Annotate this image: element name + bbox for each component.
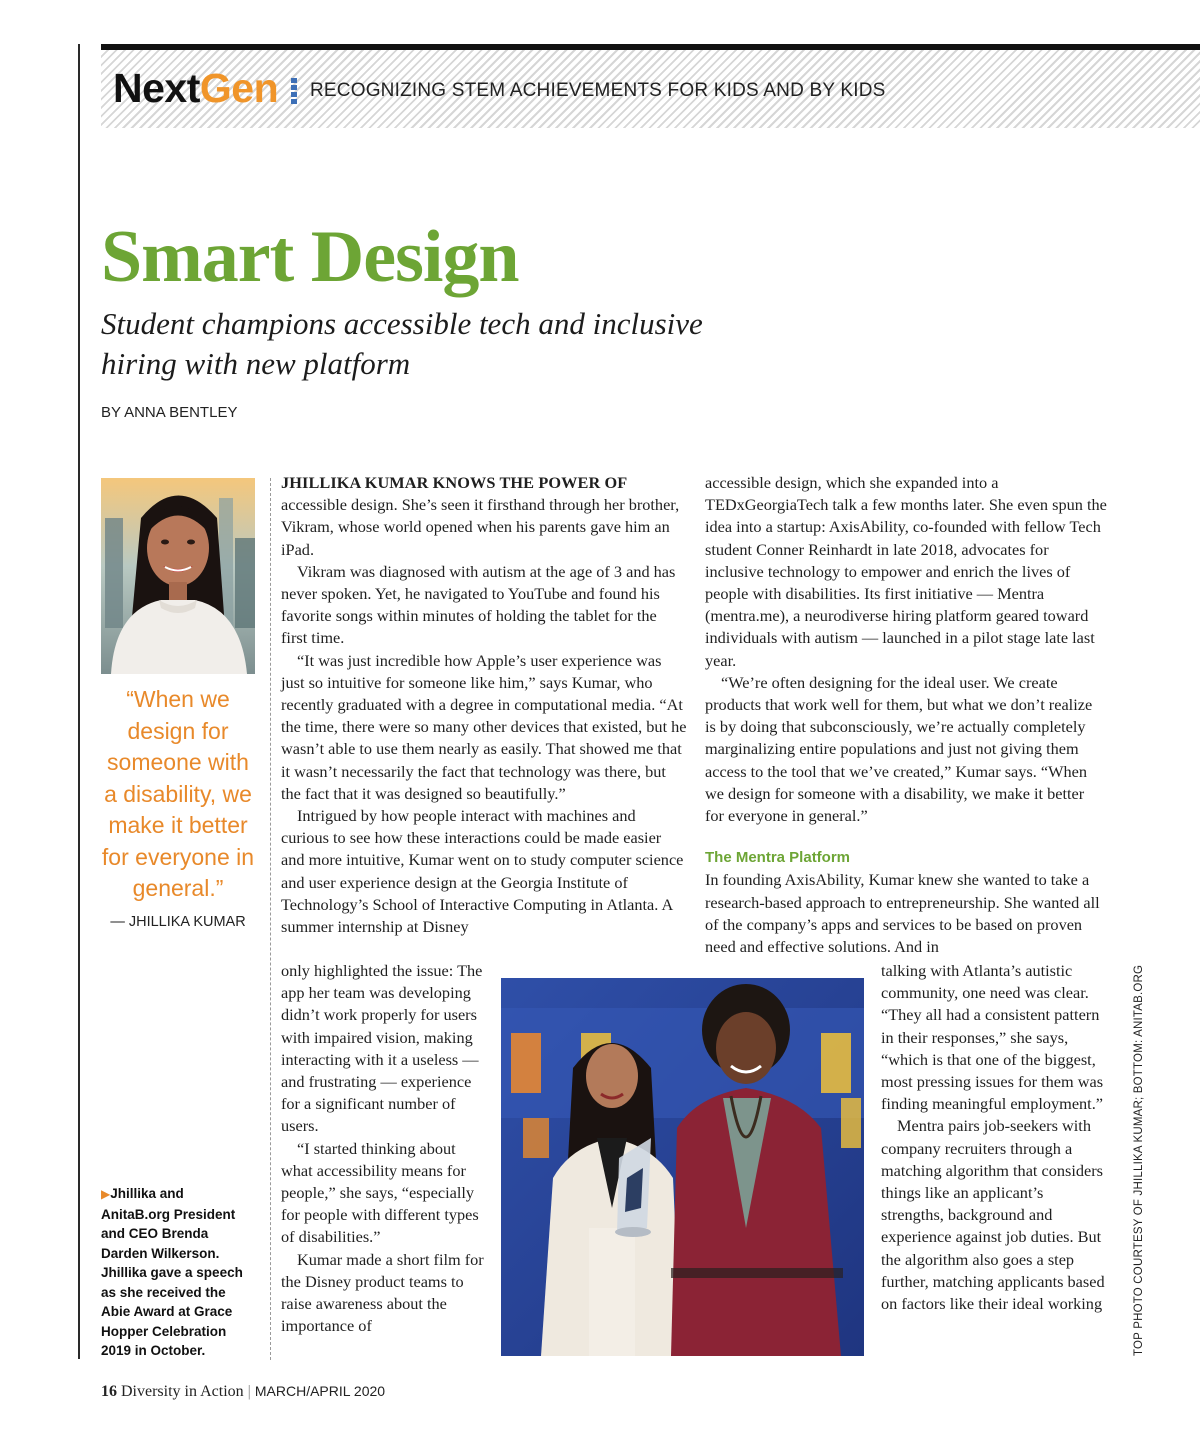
- paragraph-7: accessible design, which she expanded into a TEDxGeorgiaTech talk a few months later. She even spun the idea into a startup: AxisAbility, co-founded with fellow Tech student Conner Reinhardt in late 2018, advocates for inclusive technology to empower and enrich the lives of people with disabilities. Its first initiative — Mentra (mentra.me), a neurodiverse hiring platform geared toward individuals with autism — launched in a pilot stage late last year.: [705, 473, 1107, 670]
- section-banner: [101, 50, 1200, 128]
- photo-credit: TOP PHOTO COURTESY OF JHILLIKA KUMAR; BOTTOM: ANITAB.ORG: [1133, 964, 1145, 1356]
- paragraph-4-continued: only highlighted the issue: The app her team was developing didn’t work properly for users with impaired vision, making interacting with it a useless — and frustrating — experience for a significant number of users.: [281, 961, 483, 1136]
- body-column-2: [705, 472, 1107, 958]
- pull-quote: “When we design for someone with a disability, we make it better for everyone in general.”: [101, 686, 255, 901]
- paragraph-3: “It was just incredible how Apple’s user experience was just so intuitive for someone like him,” says Kumar, who recently graduated with a degree in computational media. “At the time, there were so many other devices that existed, but he wasn’t able to use them nearly as easily. That showed me that it wasn’t necessarily the fact that technology was there, but the fact that it was designed so beautifully.”: [281, 650, 687, 803]
- award-event-photo: [501, 978, 864, 1356]
- body-column-2-narrow: [881, 960, 1107, 1315]
- nextgen-logo: [113, 64, 278, 112]
- paragraph-2: Vikram was diagnosed with autism at the age of 3 and has never spoken. Yet, he navigated to YouTube and found his favorite songs within minutes of holding the tablet for the first time.: [281, 561, 676, 648]
- page-footer: [101, 1383, 385, 1401]
- section-subhead: The Mentra Platform: [705, 849, 851, 867]
- logo-gen: Gen: [199, 65, 279, 111]
- publication-name: Diversity in Action: [121, 1383, 244, 1400]
- paragraph-4: Intrigued by how people interact with machines and curious to see how these interactions could be made easier and more intuitive, Kumar went on to study computer science and user experience design at the Georgia Institute of Technology’s School of Interactive Computing in Atlanta. A summer internship at Disney: [281, 806, 684, 937]
- footer-separator: |: [247, 1383, 251, 1400]
- portrait-photo: [101, 478, 255, 674]
- body-column-1-narrow: [281, 960, 487, 1337]
- article-subtitle: [101, 304, 801, 384]
- section-tagline: RECOGNIZING STEM ACHIEVEMENTS FOR KIDS AND BY KIDS: [310, 80, 886, 101]
- banner-separator: [291, 78, 297, 106]
- article-title: Smart Design: [101, 216, 519, 298]
- paragraph-9: In founding AxisAbility, Kumar knew she wanted to take a research-based approach to entrepreneurship. She wanted all of the company’s apps and services to be based on proven need and effective solutions. And in: [705, 870, 1100, 957]
- paragraph-8: “We’re often designing for the ideal user. We create products that work well for them, but what we don’t realize is by doing that subconsciously, we’re actually completely marginalizing entire populations and just not giving them access to the tool that we’ve created,” Kumar says. “When we design for someone with a disability, we make it better for everyone in general.”: [705, 672, 1093, 826]
- page-number: 16: [101, 1383, 117, 1400]
- caption-text: Jhillika and AnitaB.org President and CEO Brenda Darden Wilkerson. Jhillika gave a speech as she received the Abie Award at Grace Hopper Celebration 2019 in October.: [101, 1186, 243, 1358]
- lead-in: JHILLIKA KUMAR KNOWS THE POWER OF: [281, 473, 628, 492]
- column-divider: [270, 478, 271, 1360]
- paragraph-9-continued: talking with Atlanta’s autistic community, one need was clear. “They all had a consistent pattern in their responses,” she says, “which is that one of the biggest, most pressing issues for them was finding meaningful employment.”: [881, 961, 1104, 1114]
- left-margin-rule: [78, 44, 80, 1359]
- paragraph-1: [281, 472, 687, 561]
- paragraph-10: Mentra pairs job-seekers with company recruiters through a matching algorithm that considers things like an applicant’s strengths, background and experience against job duties. But the algorithm also goes a step further, matching applicants based on factors like their ideal working: [881, 1116, 1105, 1314]
- photo-caption: [101, 1184, 251, 1361]
- body-column-1: [281, 472, 687, 938]
- paragraph-6: Kumar made a short film for the Disney product teams to raise awareness about the importance of: [281, 1249, 484, 1336]
- byline: BY ANNA BENTLEY: [101, 404, 238, 421]
- issue-date: MARCH/APRIL 2020: [254, 1383, 386, 1399]
- subtitle-line-1: Student champions accessible tech and inclusive: [101, 306, 703, 341]
- logo-next: Next: [113, 65, 200, 111]
- paragraph-5: “I started thinking about what accessibility means for people,” she says, “especially for people with different types of disabilities.”: [281, 1138, 479, 1247]
- subtitle-line-2: hiring with new platform: [101, 346, 411, 381]
- paragraph-1-text: accessible design. She’s seen it firsthand through her brother, Vikram, whose world opened when his parents gave him an iPad.: [281, 495, 680, 559]
- caption-arrow-icon: ▶: [101, 1187, 111, 1201]
- pull-quote-attribution: — JHILLIKA KUMAR: [110, 914, 246, 930]
